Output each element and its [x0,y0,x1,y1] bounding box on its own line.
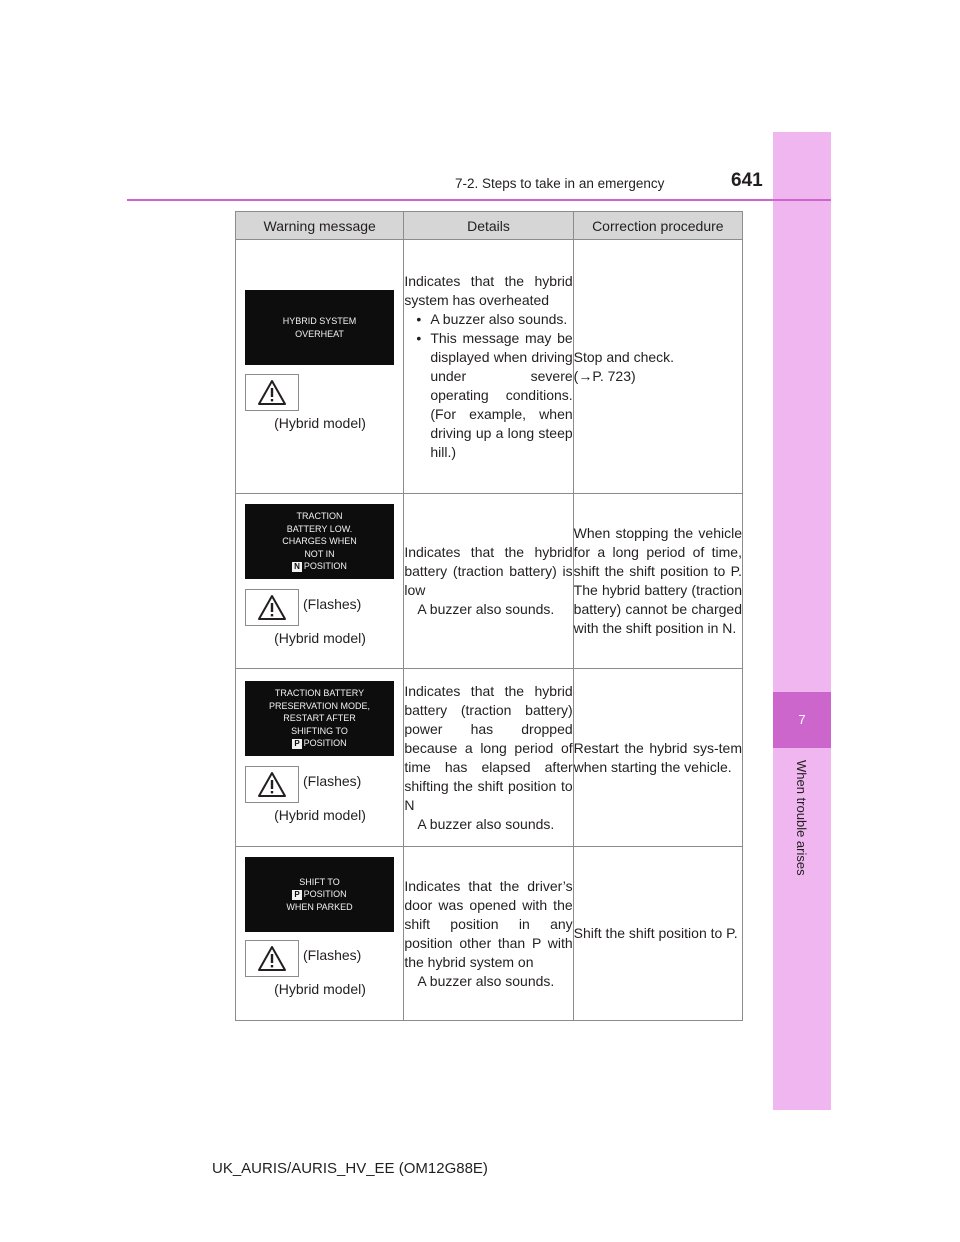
display-screen: TRACTION BATTERY LOW. CHARGES WHEN NOT IN N POSITION [245,504,394,579]
shift-p-icon: P [294,890,300,900]
model-label: (Hybrid model) [274,415,366,431]
warning-message-cell [236,240,404,494]
warning-table [235,211,743,1021]
list-item: • This message may be displayed when driving under severe operating conditions. (For example, when driving up a long steep hill.) [416,329,573,460]
chapter-label: When trouble arises [794,760,809,876]
warning-triangle-icon [245,940,299,977]
warning-triangle-icon [245,766,299,803]
details-note: A buzzer also sounds. [417,601,555,617]
model-label: (Hybrid model) [274,630,366,646]
correction-cell: Shift the shift position to P. [573,847,742,1021]
table-row [236,669,743,847]
table-header-row [236,212,743,240]
page-number: 641 [731,170,763,191]
display-screen: TRACTION BATTERY PRESERVATION MODE, RESTART AFTER SHIFTING TO P POSITION [245,681,394,756]
warning-triangle-icon [245,374,299,411]
shift-p-icon: P [294,739,300,749]
warning-message-cell [236,669,404,847]
details-cell [404,669,573,847]
table-row [236,494,743,669]
screen-text: TRACTION BATTERY PRESERVATION MODE, RESTART AFTER SHIFTING TO [268,688,371,736]
manual-code-footer: UK_AURIS/AURIS_HV_EE (OM12G88E) [212,1160,488,1177]
column-header-correction: Correction procedure [573,212,742,240]
screen-text: HYBRID SYSTEM OVERHEAT [282,316,357,339]
flashes-label: (Flashes) [303,947,362,963]
column-header-details: Details [404,212,573,240]
header-rule [127,199,831,201]
details-cell [404,240,573,494]
section-title: 7-2. Steps to take in an emergency [455,176,665,191]
warning-message-cell [236,847,404,1021]
screen-text: SHIFT TO [299,876,340,887]
details-intro: Indicates that the hybrid battery (traction battery) power has dropped because a long period of time has elapsed after shifting the shift position to N [404,682,573,813]
screen-text: TRACTION BATTERY LOW. CHARGES WHEN NOT IN [282,511,357,559]
correction-cell: Stop and check. (→P. 723) [573,240,742,494]
flashes-label: (Flashes) [303,596,362,612]
details-note: A buzzer also sounds. [417,972,555,989]
column-header-warning-message: Warning message [236,212,404,240]
warning-message-cell [236,494,404,669]
model-label: (Hybrid model) [274,981,366,997]
details-intro: Indicates that the hybrid battery (traction battery) is low [404,544,573,598]
flashes-label: (Flashes) [303,773,362,789]
chapter-tab-strip [773,132,831,1110]
details-intro: Indicates that the hybrid system has overheated [404,272,573,308]
details-note: A buzzer also sounds. [417,815,555,832]
table-row [236,847,743,1021]
model-label: (Hybrid model) [274,807,366,823]
correction-cell: When stopping the vehicle for a long period of time, shift the shift position to P. The hybrid battery (traction battery) cannot be charged with the shift position in N. [573,494,742,669]
details-cell [404,847,573,1021]
correction-cell: Restart the hybrid sys-tem when starting the vehicle. [573,669,742,847]
warning-triangle-icon [245,589,299,626]
table-row [236,240,743,494]
details-cell [404,494,573,669]
list-item: • A buzzer also sounds. [416,310,568,327]
display-screen [245,290,394,365]
chapter-number: 7 [773,692,831,748]
shift-n-icon: N [294,562,300,572]
display-screen: SHIFT TO P POSITION WHEN PARKED [245,857,394,932]
details-intro: Indicates that the driver’s door was opened with the shift position in any position other than P with the hybrid system on [404,877,573,970]
